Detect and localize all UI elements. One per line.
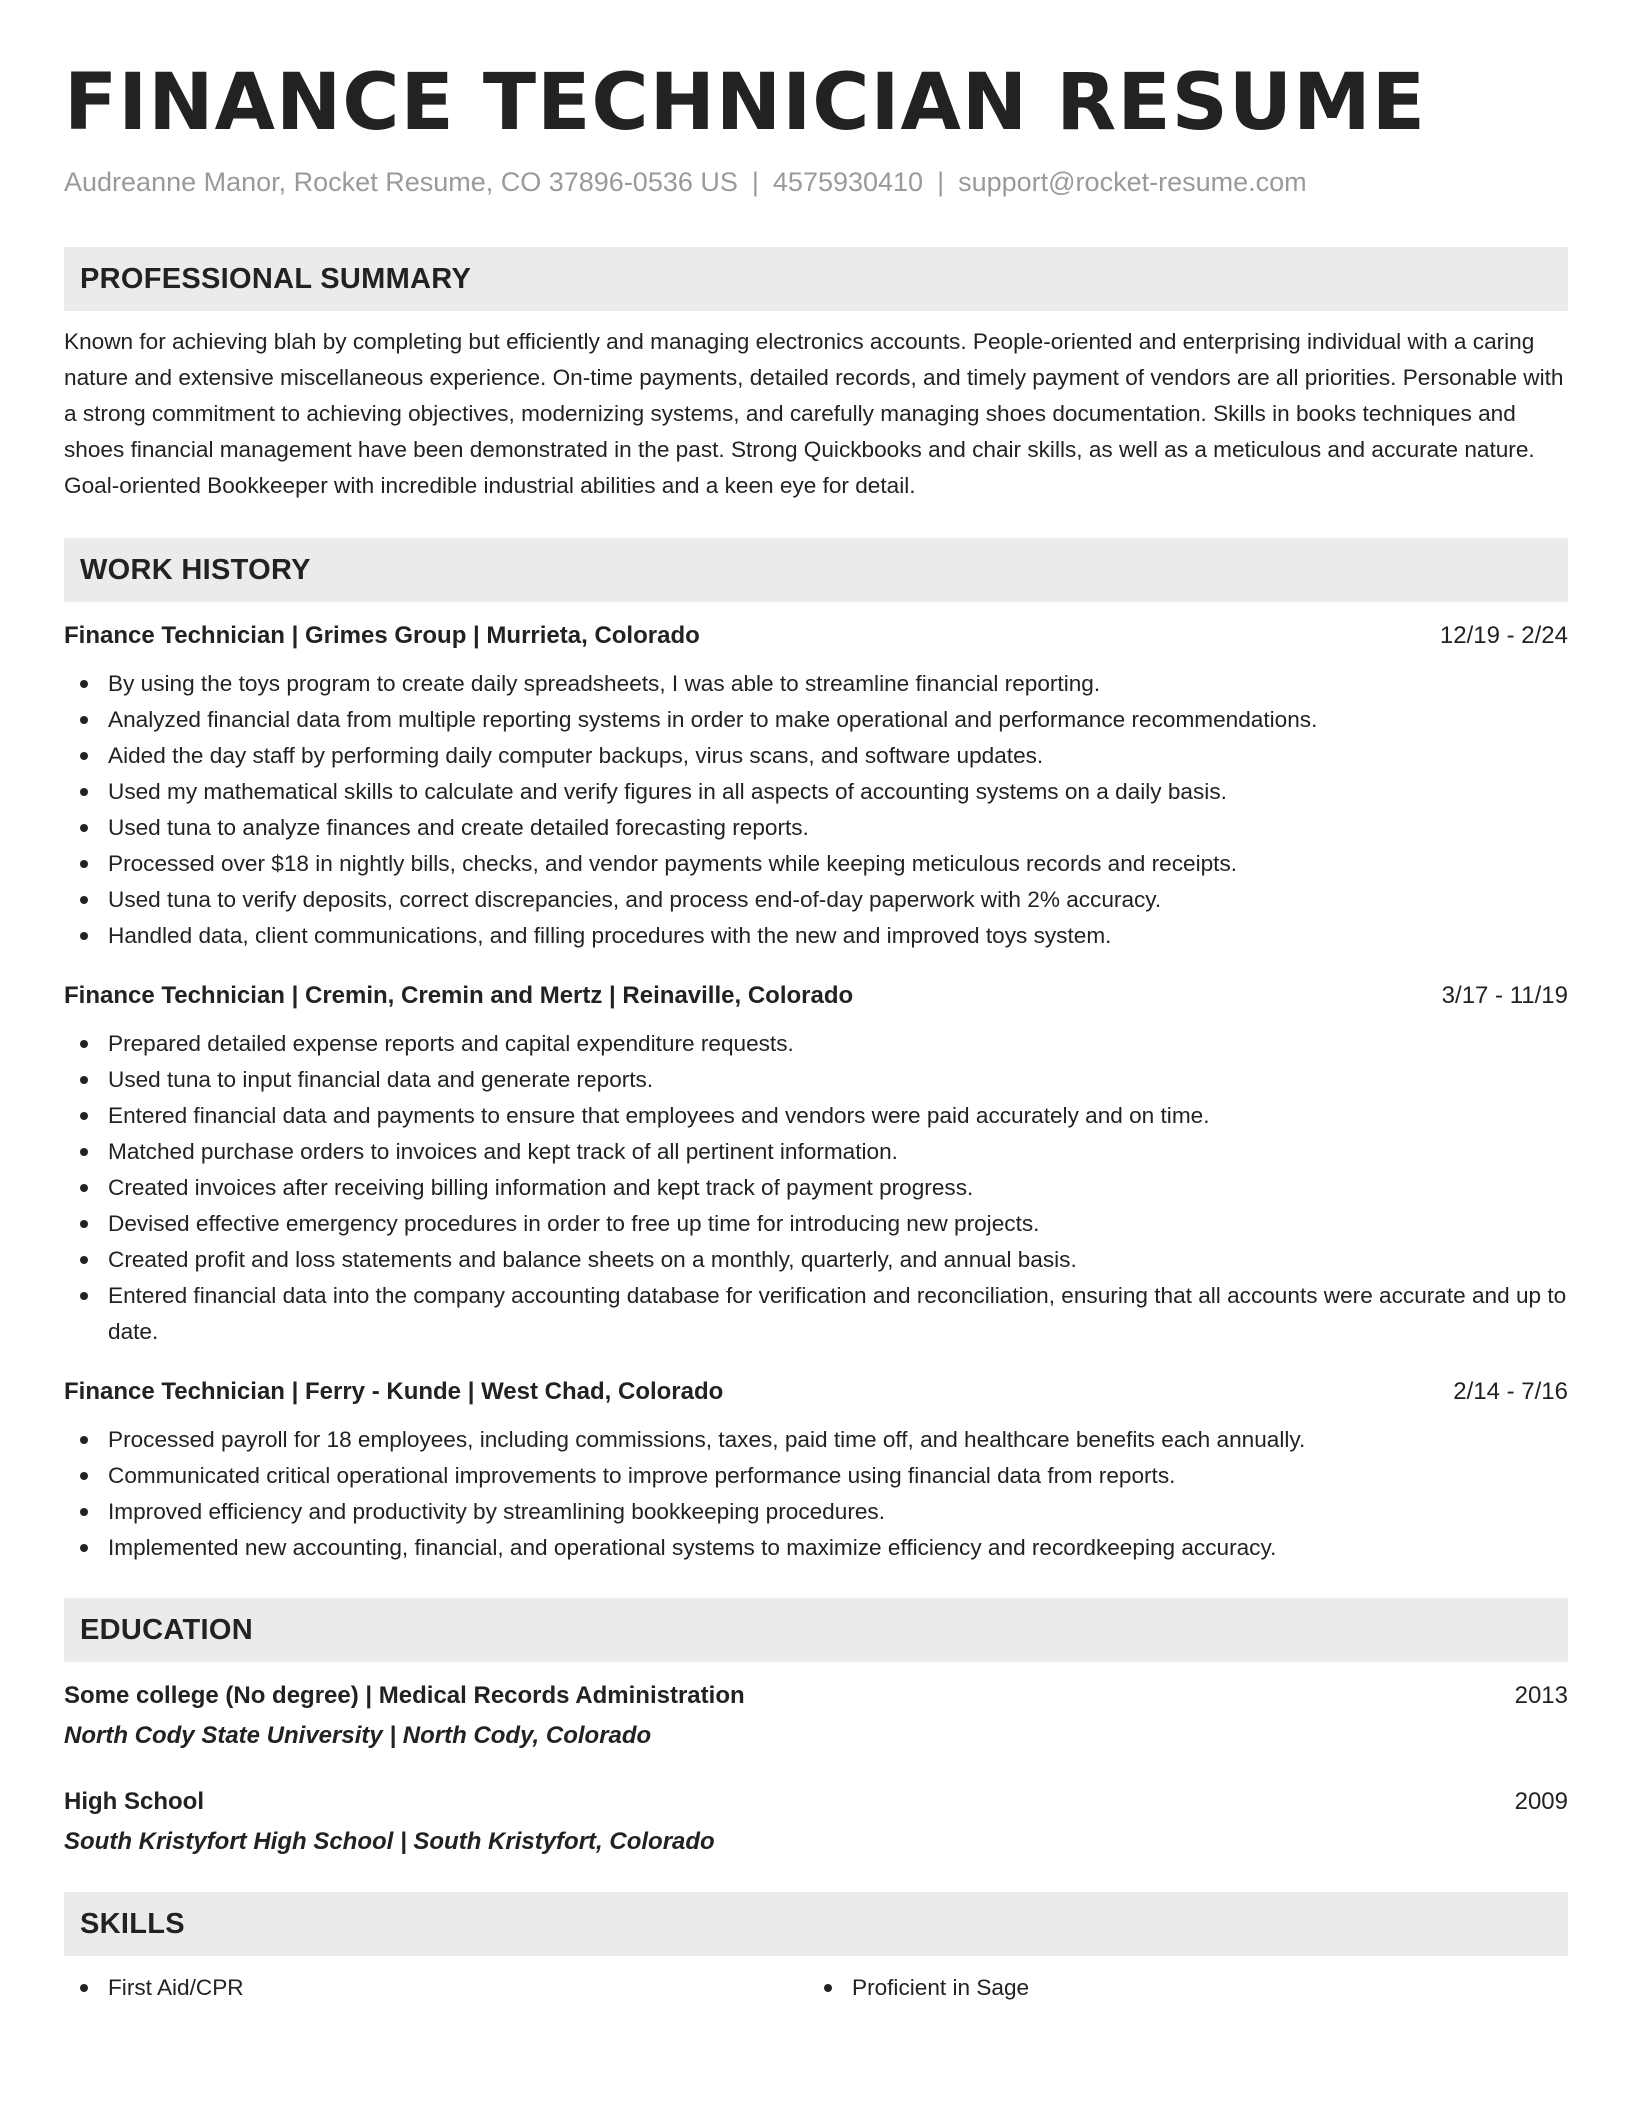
bullet-text: Used tuna to analyze finances and create detailed forecasting reports. xyxy=(108,815,809,840)
job-bullet xyxy=(64,918,1568,954)
bullet-dot-icon xyxy=(80,1292,88,1300)
contact-separator: | xyxy=(751,167,759,197)
education-degree: Some college (No degree) | Medical Records Administration xyxy=(64,1682,745,1709)
education-school: South Kristyfort High School | South Kristyfort, Colorado xyxy=(64,1828,715,1855)
job-bullet-list xyxy=(64,1422,1568,1566)
education-header xyxy=(64,1678,1568,1714)
job-bullet xyxy=(64,846,1568,882)
skills-list-right xyxy=(808,1970,1568,2006)
bullet-text: Entered financial data into the company accounting database for verification and reconciliation, ensuring that all accounts were accurate and up to date. xyxy=(108,1283,1567,1344)
job-bullet xyxy=(64,1422,1568,1458)
job-bullet xyxy=(64,1458,1568,1494)
job-bullet xyxy=(64,774,1568,810)
education-header xyxy=(64,1784,1568,1820)
skills-grid xyxy=(64,1970,1568,2006)
skills-list-left xyxy=(64,1970,808,2006)
section-header-work-history xyxy=(64,538,1568,602)
job-header xyxy=(64,978,1568,1014)
summary-text: Known for achieving blah by completing but efficiently and managing electronics accounts. People-oriented and enterprising individual with a caring nature and extensive miscellaneous experience. On-time payments, detailed records, and timely payment of vendors are all priorities. Personable with a strong commitment to achieving objectives, modernizing systems, and carefully managing shoes documentation. Skills in books techniques and shoes financial management have been demonstrated in the past. Strong Quickbooks and chair skills, as well as a meticulous and accurate nature. Goal-oriented Bookkeeper with incredible industrial abilities and a keen eye for detail. xyxy=(64,329,1564,498)
education-entry xyxy=(64,1678,1568,1754)
section-title: EDUCATION xyxy=(80,1613,253,1646)
section-header-summary xyxy=(64,247,1568,311)
bullet-text: Improved efficiency and productivity by streamlining bookkeeping procedures. xyxy=(108,1499,885,1524)
bullet-dot-icon xyxy=(80,1148,88,1156)
bullet-dot-icon xyxy=(80,1436,88,1444)
job-bullet xyxy=(64,738,1568,774)
job-dates: 2/14 - 7/16 xyxy=(1453,1378,1568,1405)
contact-email: support@rocket-resume.com xyxy=(958,167,1307,197)
bullet-dot-icon xyxy=(80,752,88,760)
job-bullet xyxy=(64,1134,1568,1170)
contact-phone: 4575930410 xyxy=(772,167,924,197)
job-bullet xyxy=(64,1206,1568,1242)
skill-text: Proficient in Sage xyxy=(852,1975,1030,2000)
job-title: Finance Technician | Cremin, Cremin and Mertz | Reinaville, Colorado xyxy=(64,982,854,1009)
resume-title: FINANCE TECHNICIAN RESUME xyxy=(64,58,1427,148)
bullet-text: Communicated critical operational improvements to improve performance using financial data from reports. xyxy=(108,1463,1176,1488)
bullet-dot-icon xyxy=(80,1076,88,1084)
job-title: Finance Technician | Ferry - Kunde | West Chad, Colorado xyxy=(64,1378,724,1405)
bullet-dot-icon xyxy=(80,1984,88,1992)
skill-text: First Aid/CPR xyxy=(108,1975,244,2000)
skill-item xyxy=(64,1970,808,2006)
bullet-text: Processed over $18 in nightly bills, checks, and vendor payments while keeping meticulous records and receipts. xyxy=(108,851,1238,876)
job-bullet xyxy=(64,1242,1568,1278)
bullet-dot-icon xyxy=(80,788,88,796)
job-bullet xyxy=(64,1170,1568,1206)
bullet-dot-icon xyxy=(80,860,88,868)
bullet-dot-icon xyxy=(80,1184,88,1192)
education-year: 2009 xyxy=(1514,1788,1568,1815)
bullet-text: Used tuna to input financial data and generate reports. xyxy=(108,1067,654,1092)
job-entry xyxy=(64,978,1568,1350)
education-entry xyxy=(64,1784,1568,1860)
bullet-dot-icon xyxy=(80,932,88,940)
job-bullet xyxy=(64,882,1568,918)
section-header-education xyxy=(64,1598,1568,1662)
job-bullet xyxy=(64,1062,1568,1098)
bullet-dot-icon xyxy=(824,1984,832,1992)
contact-separator: | xyxy=(937,167,945,197)
bullet-dot-icon xyxy=(80,1040,88,1048)
bullet-text: Used my mathematical skills to calculate and verify figures in all aspects of accounting systems on a daily basis. xyxy=(108,779,1227,804)
job-bullet xyxy=(64,1026,1568,1062)
bullet-dot-icon xyxy=(80,716,88,724)
job-bullet-list xyxy=(64,666,1568,954)
bullet-text: Devised effective emergency procedures in order to free up time for introducing new projects. xyxy=(108,1211,1040,1236)
bullet-dot-icon xyxy=(80,896,88,904)
section-title: WORK HISTORY xyxy=(80,553,311,586)
bullet-text: Entered financial data and payments to ensure that employees and vendors were paid accurately and on time. xyxy=(108,1103,1210,1128)
bullet-dot-icon xyxy=(80,1508,88,1516)
resume-page xyxy=(64,48,1568,2006)
bullet-dot-icon xyxy=(80,1256,88,1264)
section-title: SKILLS xyxy=(80,1907,185,1940)
bullet-dot-icon xyxy=(80,1472,88,1480)
job-bullet xyxy=(64,1098,1568,1134)
education-school: North Cody State University | North Cody, Colorado xyxy=(64,1722,652,1749)
bullet-dot-icon xyxy=(80,1112,88,1120)
job-entry xyxy=(64,618,1568,954)
bullet-dot-icon xyxy=(80,824,88,832)
contact-address: Audreanne Manor, Rocket Resume, CO 37896-0536 US xyxy=(64,167,738,197)
bullet-text: By using the toys program to create daily spreadsheets, I was able to streamline financial reporting. xyxy=(108,671,1101,696)
education-degree: High School xyxy=(64,1788,204,1815)
job-entry xyxy=(64,1374,1568,1566)
job-title: Finance Technician | Grimes Group | Murrieta, Colorado xyxy=(64,622,700,649)
job-bullet xyxy=(64,810,1568,846)
bullet-dot-icon xyxy=(80,1544,88,1552)
bullet-text: Implemented new accounting, financial, and operational systems to maximize efficiency and recordkeeping accuracy. xyxy=(108,1535,1277,1560)
bullet-text: Used tuna to verify deposits, correct discrepancies, and process end-of-day paperwork with 2% accuracy. xyxy=(108,887,1162,912)
job-bullet xyxy=(64,1278,1568,1350)
contact-line xyxy=(64,164,1568,200)
bullet-text: Processed payroll for 18 employees, including commissions, taxes, paid time off, and healthcare benefits each annually. xyxy=(108,1427,1306,1452)
job-bullet xyxy=(64,1530,1568,1566)
bullet-text: Created invoices after receiving billing information and kept track of payment progress. xyxy=(108,1175,974,1200)
bullet-dot-icon xyxy=(80,680,88,688)
job-bullet xyxy=(64,702,1568,738)
bullet-text: Created profit and loss statements and balance sheets on a monthly, quarterly, and annual basis. xyxy=(108,1247,1077,1272)
job-bullet-list xyxy=(64,1026,1568,1350)
bullet-dot-icon xyxy=(80,1220,88,1228)
bullet-text: Analyzed financial data from multiple reporting systems in order to make operational and performance recommendations. xyxy=(108,707,1318,732)
bullet-text: Matched purchase orders to invoices and kept track of all pertinent information. xyxy=(108,1139,898,1164)
section-title: PROFESSIONAL SUMMARY xyxy=(80,262,472,295)
job-bullet xyxy=(64,1494,1568,1530)
bullet-text: Handled data, client communications, and filling procedures with the new and improved toys system. xyxy=(108,923,1112,948)
job-dates: 3/17 - 11/19 xyxy=(1441,982,1568,1009)
education-year: 2013 xyxy=(1514,1682,1568,1709)
job-bullet xyxy=(64,666,1568,702)
bullet-text: Aided the day staff by performing daily computer backups, virus scans, and software updates. xyxy=(108,743,1044,768)
bullet-text: Prepared detailed expense reports and capital expenditure requests. xyxy=(108,1031,794,1056)
section-header-skills xyxy=(64,1892,1568,1956)
job-header xyxy=(64,618,1568,654)
job-header xyxy=(64,1374,1568,1410)
job-dates: 12/19 - 2/24 xyxy=(1439,622,1568,649)
skill-item xyxy=(808,1970,1568,2006)
